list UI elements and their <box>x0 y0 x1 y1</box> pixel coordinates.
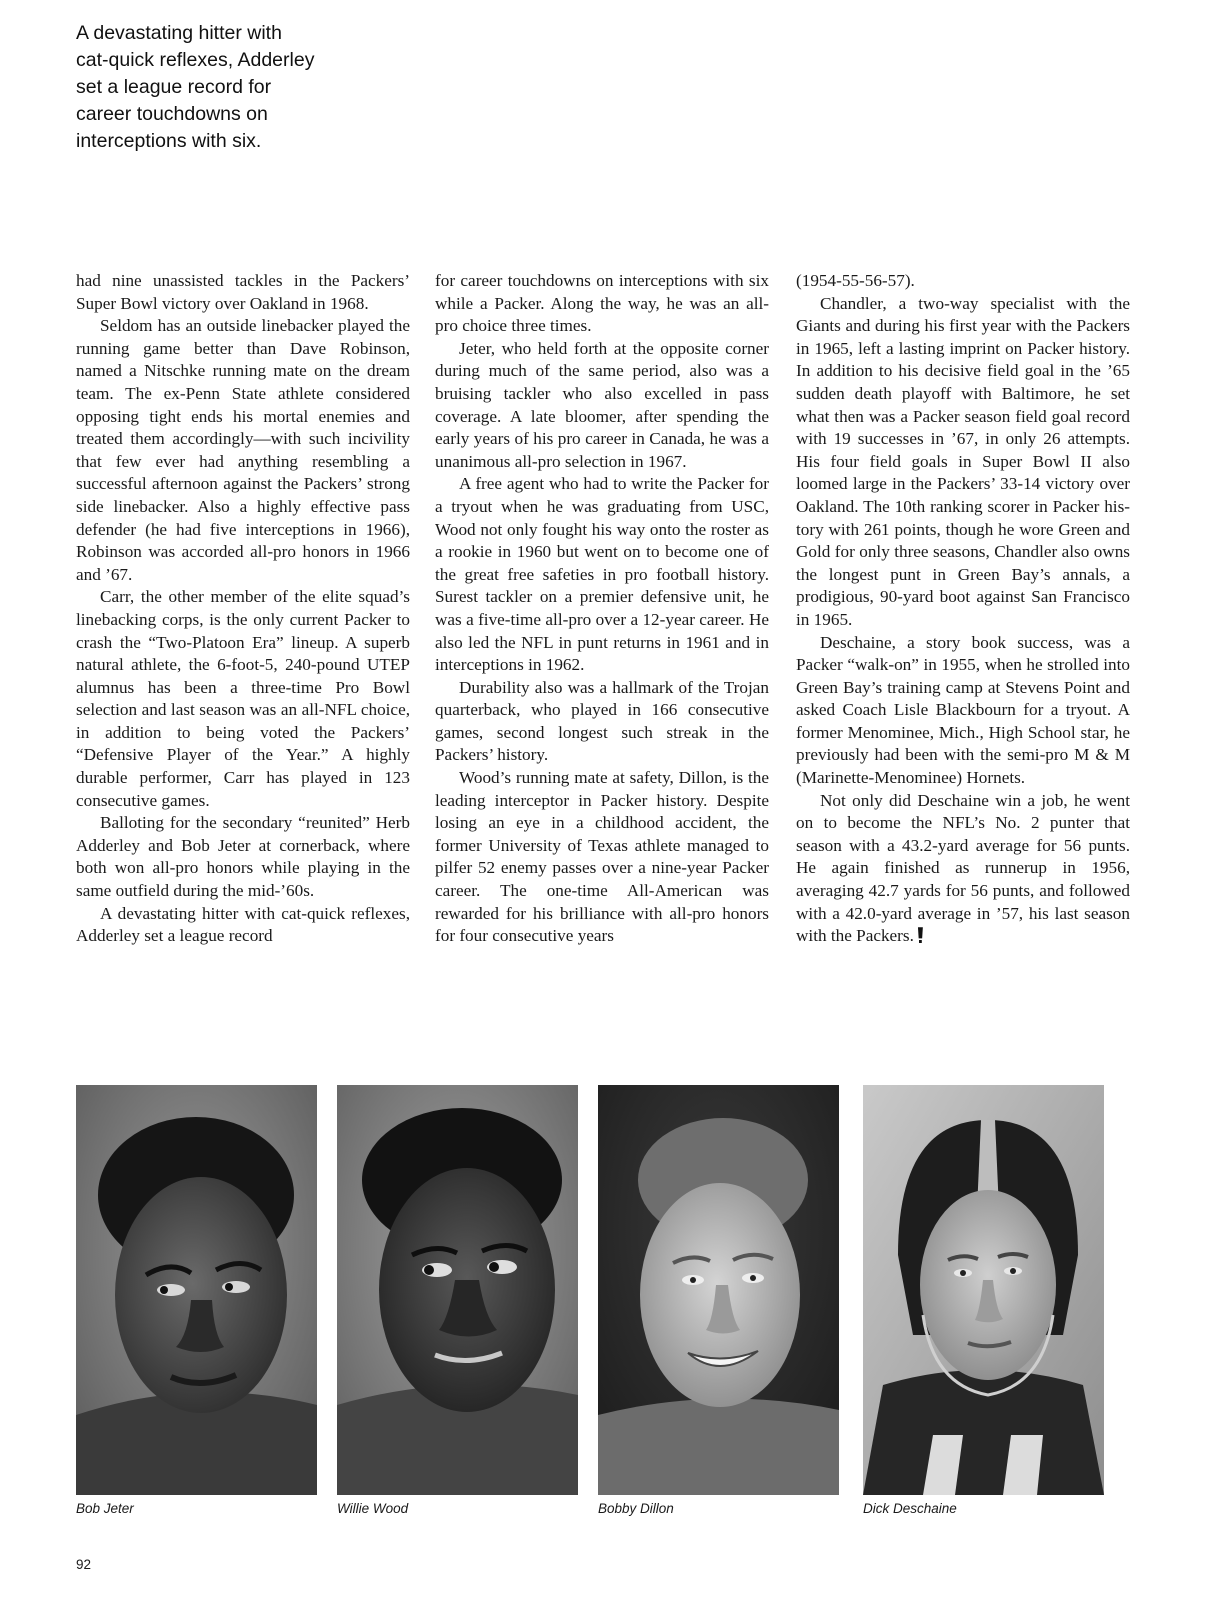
paragraph: (1954-55-56-57). <box>796 271 915 290</box>
photo-strip <box>76 1085 1134 1505</box>
paragraph: for career touchdowns on interceptions with six while a Packer. Along the way, he was an all-pro choice three times. <box>435 271 769 336</box>
portrait-photo-icon <box>863 1085 1104 1495</box>
article-column-2 <box>435 270 769 948</box>
portrait-photo-icon <box>337 1085 578 1495</box>
end-mark-icon <box>917 927 924 943</box>
paragraph-text: Not only did Deschaine win a job, he went on to become the NFL’s No. 2 punter that season with a 43.2-yard average for 56 punts. He again finished as runnerup in 1956, averaging 42.7 yards for 56 punts, and followed with a 42.0-yard average in ’57, his last season with the Packers. <box>796 790 1130 946</box>
pull-quote <box>76 20 376 155</box>
pull-quote-line: career touchdowns on <box>76 103 268 125</box>
photo-bobby-dillon <box>598 1085 839 1495</box>
portrait-photo-icon <box>598 1085 839 1495</box>
paragraph: A free agent who had to write the Packer for a tryout when he was graduating from USC, Wood not only fought his way onto the roster as a rookie in 1960 but went on to become one of the great free safeties in pro football history. Surest tackler on a premier defensive unit, he was a five-time all-pro over a 12-year career. He also led the NFL in punt returns in 1961 and in interceptions in 1962. <box>435 474 769 675</box>
paragraph: Jeter, who held forth at the opposite corner during much of the same period, also was a bruising tackler who also excelled in pass coverage. A late bloomer, after spending the early years of his pro career in Canada, he was a unanimous all-pro selection in 1967. <box>435 338 769 471</box>
photo-caption: Bobby Dillon <box>598 1501 674 1516</box>
paragraph: Durability also was a hallmark of the Trojan quarterback, who played in 166 consecutive games, second longest such streak in the Packers’ history. <box>435 677 769 765</box>
pull-quote-line: A devastating hitter with <box>76 22 282 44</box>
paragraph: Deschaine, a story book success, was a Packer “walk-on” in 1955, when he strolled into Green Bay’s training camp at Stevens Point and asked Coach Lisle Blackbourn for a tryout. A former Menominee, Mich., High School star, he previously had been with the semi-pro M & M (Marinette-Menominee) Hornets. <box>796 632 1130 788</box>
paragraph: Carr, the other member of the elite squad’s linebacking corps, is the only current Packer to crash the “Two-Platoon Era” lineup. A superb natural athlete, the 6-foot-5, 240-pound UTEP alumnus has been a three-time Pro Bowl selection and last season was an all-NFL choice, in addition to being voted the Packers’ “Defensive Player of the Year.” A highly durable performer, Carr has played in 123 consecutive games. <box>76 587 410 810</box>
photo-willie-wood <box>337 1085 578 1495</box>
photo-bob-jeter <box>76 1085 317 1495</box>
paragraph: Balloting for the secondary “reunited” Herb Adderley and Bob Jeter at cornerback, where both won all-pro honors while playing in the same outfield during the mid-’60s. <box>76 813 410 901</box>
pull-quote-line: set a league record for <box>76 76 272 98</box>
paragraph: Wood’s running mate at safety, Dillon, is the leading interceptor in Packer history. Despite losing an eye in a childhood accident, the former University of Texas athlete managed to pilfer 52 enemy passes over a nine-year Packer career. The one-time All-American was rewarded for his brilliance with all-pro honors for four consecutive years <box>435 768 769 946</box>
article-column-3 <box>796 270 1130 948</box>
paragraph: Seldom has an outside linebacker played the running game better than Dave Robinson, named a Nitschke running mate on the dream team. The ex-Penn State athlete considered opposing tight ends his mortal enemies and treated them accordingly—with such incivility that few ever had anything resembling a successful afternoon against the Packers’ strong side linebacker. Also a highly effective pass defender (he had five interceptions in 1966), Robinson was accorded all-pro honors in 1966 and ’67. <box>76 316 410 584</box>
photo-dick-deschaine <box>863 1085 1104 1495</box>
portrait-photo-icon <box>76 1085 317 1495</box>
photo-caption: Willie Wood <box>337 1501 409 1516</box>
pull-quote-line: cat-quick reflexes, Adderley <box>76 49 315 71</box>
paragraph: A devastating hitter with cat-quick reflexes, Adderley set a league record <box>76 903 410 946</box>
paragraph: had nine unassisted tackles in the Packers’ Super Bowl victory over Oakland in 1968. <box>76 271 410 313</box>
pull-quote-line: interceptions with six. <box>76 130 262 152</box>
photo-caption: Bob Jeter <box>76 1501 134 1516</box>
article-column-1 <box>76 270 410 948</box>
photo-caption: Dick Deschaine <box>863 1501 957 1516</box>
page-number: 92 <box>76 1557 92 1572</box>
article-body <box>76 270 1136 1070</box>
paragraph-last <box>796 790 1130 948</box>
paragraph: Chandler, a two-way specialist with the Giants and during his first year with the Packers in 1965, left a lasting imprint on Packer history. In addition to his decisive field goal in the ’65 sudden death playoff with Baltimore, he set what then was a Packer season field goal record with 19 successes in ’67, in only 26 attempts. His four field goals in Super Bowl II also loomed large in the Packers’ 33-14 victory over Oakland. The 10th ranking scorer in Packer history with 261 points, though he wore Green and Gold for only three seasons, Chandler also owns the longest punt in Green Bay’s annals, a prodigious, 90-yard boot against San Francisco in 1965. <box>796 293 1130 629</box>
